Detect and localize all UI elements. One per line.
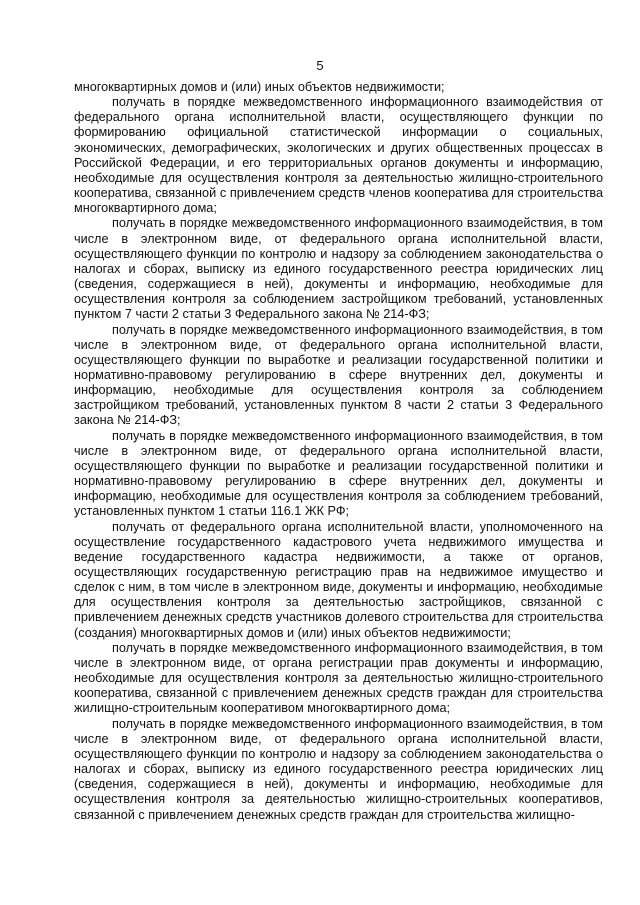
- paragraph-cadastre-authority: получать от федерального органа исполнительной власти, уполномоченного на осуществление государственного кадастрового учета недвижимого имущества и ведение государственного кадастра недвижимости, а также от органов, осуществляющих государственную регистрацию прав на недвижимое имущество и сделок с ним, в том числе в электронном виде, документы и информацию, необходимые для осуществления контроля за деятельностью застройщиков, связанной с привлечением денежных средств участников долевого строительства для строительства (создания) многоквартирных домов и (или) иных объектов недвижимости;: [74, 519, 603, 640]
- paragraph-tax-authority-214fz-p7: получать в порядке межведомственного информационного взаимодействия, в том числе в электронном виде, от федерального органа исполнительной власти, осуществляющего функции по контролю и надзору за соблюдением законодательства о налогах и сборах, выписку из единого государственного реестра юридических лиц (сведения, содержащиеся в ней), документы и информацию, необходимые для осуществления контроля за соблюдением застройщиком требований, установленных пунктом 7 части 2 статьи 3 Федерального закона № 214-ФЗ;: [74, 216, 603, 322]
- page-number: 5: [316, 58, 324, 73]
- paragraph-registration-authority: получать в порядке межведомственного информационного взаимодействия, в том числе в электронном виде, от органа регистрации прав документы и информацию, необходимые для осуществления контроля за деятельностью жилищно-строительного кооператива, связанной с привлечением денежных средств граждан для строительства жилищно-строительным кооперативом многоквартирного дома;: [74, 640, 603, 716]
- document-body: [74, 80, 603, 823]
- paragraph-continuation: многоквартирных домов и (или) иных объектов недвижимости;: [74, 80, 445, 94]
- paragraph-internal-affairs-zhk-116-1: получать в порядке межведомственного информационного взаимодействия, в том числе в электронном виде, от федерального органа исполнительной власти, осуществляющего функции по выработке и реализации государственной политики и нормативно-правовому регулированию в сфере внутренних дел, документы и информацию, необходимые для осуществления контроля за соблюдением требований, установленных пунктом 1 статьи 116.1 ЖК РФ;: [74, 428, 603, 519]
- paragraph-statistics-authority: получать в порядке межведомственного информационного взаимодействия от федерального органа исполнительной власти, осуществляющего функции по формированию официальной статистической информации о социальных, экономических, демографических, экологических и других общественных процессах в Российской Федерации, и его территориальных органов документы и информацию, необходимые для осуществления контроля за деятельностью жилищно-строительного кооператива, связанной с привлечением средств членов кооператива для строительства многоквартирного дома;: [74, 95, 603, 216]
- paragraph-tax-authority-cooperatives: получать в порядке межведомственного информационного взаимодействия, в том числе в электронном виде, от федерального органа исполнительной власти, осуществляющего функции по контролю и надзору за соблюдением законодательства о налогах и сборах, выписку из единого государственного реестра юридических лиц (сведения, содержащиеся в ней), документы и информацию, необходимые для осуществления контроля за деятельностью жилищно-строительных кооперативов, связанной с привлечением денежных средств граждан для строительства жилищно-: [74, 716, 603, 822]
- paragraph-internal-affairs-214fz-p8: получать в порядке межведомственного информационного взаимодействия, в том числе в электронном виде, от федерального органа исполнительной власти, осуществляющего функции по выработке и реализации государственной политики и нормативно-правовому регулированию в сфере внутренних дел, документы и информацию, необходимые для осуществления контроля за соблюдением застройщиком требований, установленных пунктом 8 части 2 статьи 3 Федерального закона № 214-ФЗ;: [74, 322, 603, 428]
